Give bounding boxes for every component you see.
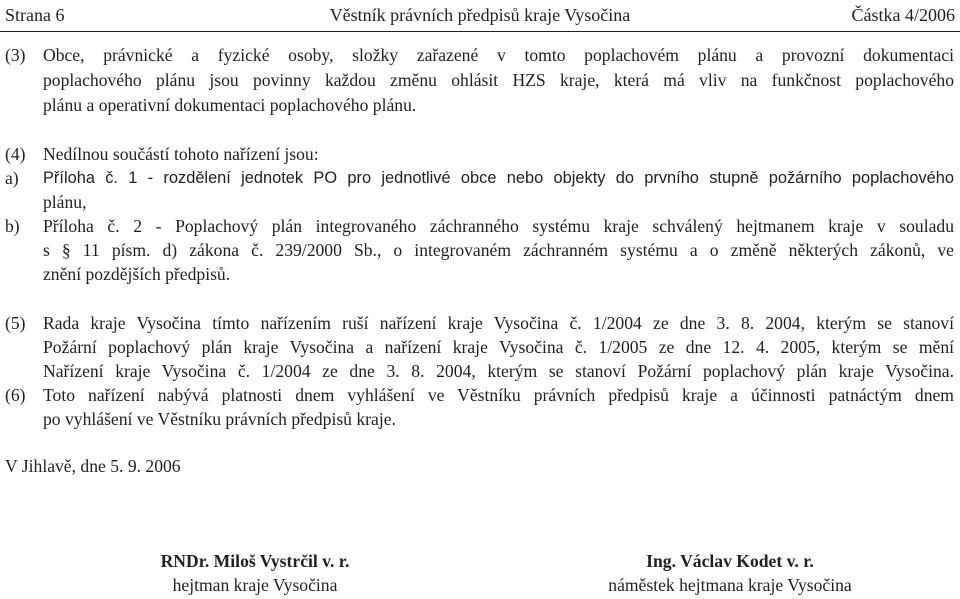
paragraph-line: poplachového plánu jsou povinny každou změnu ohlásit HZS kraje, která má vliv na funkčnost poplachového (43, 70, 954, 90)
place-and-date: V Jihlavě, dne 5. 9. 2006 (5, 456, 181, 476)
paragraph-number: (5) (5, 313, 26, 333)
signatory-name: Ing. Václav Kodet v. r. (646, 551, 814, 571)
signature-left (140, 549, 370, 597)
signatory-name: RNDr. Miloš Vystrčil v. r. (160, 551, 350, 571)
paragraph-line: Toto nařízení nabývá platnosti dnem vyhlášení ve Věstníku právních předpisů kraje a účinnosti patnáctým dnem (43, 385, 954, 405)
page-header (0, 0, 960, 32)
list-marker-b: b) (5, 216, 20, 236)
attachment-2-line: s § 11 písm. d) zákona č. 239/2000 Sb., o integrovaném záchranném systému a o změně některých zákonů, ve (43, 240, 954, 260)
paragraph-number: (6) (5, 385, 26, 405)
paragraph-line: Rada kraje Vysočina tímto nařízením ruší nařízení kraje Vysočina č. 1/2004 ze dne 3. 8. 2004, kterým se stanoví (43, 313, 954, 333)
paragraph-line: plánu a operativní dokumentaci poplachového plánu. (43, 95, 417, 115)
header-page-number: Strana 6 (5, 5, 65, 25)
paragraph-number: (3) (5, 45, 26, 65)
attachment-1-line: plánu, (43, 192, 87, 212)
attachment-2-line: znění pozdějších předpisů. (43, 264, 231, 284)
paragraph-line: Nařízení kraje Vysočina č. 1/2004 ze dne 3. 8. 2004, kterým se stanoví Požární poplachový plán kraje Vysočina. (43, 361, 954, 381)
header-issue-number: Částka 4/2006 (851, 5, 955, 25)
signatory-title: hejtman kraje Vysočina (172, 575, 338, 595)
paragraph-line: Obce, právnické a fyzické osoby, složky zařazené v tomto poplachovém plánu a provozní dokumentaci (43, 45, 954, 65)
paragraph-line: Požární poplachový plán kraje Vysočina a nařízení kraje Vysočina č. 1/2005 ze dne 12. 4. 2005, kterým se mění (43, 337, 954, 357)
paragraph-line: po vyhlášení ve Věstníku právních předpisů kraje. (43, 409, 396, 429)
attachment-2-line: Příloha č. 2 - Poplachový plán integrovaného záchranného systému kraje schválený hejtmanem kraje v souladu (43, 216, 954, 236)
signature-right (580, 549, 880, 597)
paragraph-intro: Nedílnou součástí tohoto nařízení jsou: (43, 144, 319, 164)
attachment-1-line: Příloha č. 1 - rozdělení jednotek PO pro jednotlivé obce nebo objekty do prvního stupně požárního poplachového (43, 169, 954, 187)
header-journal-title: Věstník právních předpisů kraje Vysočina (329, 5, 631, 25)
signatory-title: náměstek hejtmana kraje Vysočina (608, 575, 852, 595)
list-marker-a: a) (5, 168, 19, 188)
paragraph-number: (4) (5, 144, 26, 164)
